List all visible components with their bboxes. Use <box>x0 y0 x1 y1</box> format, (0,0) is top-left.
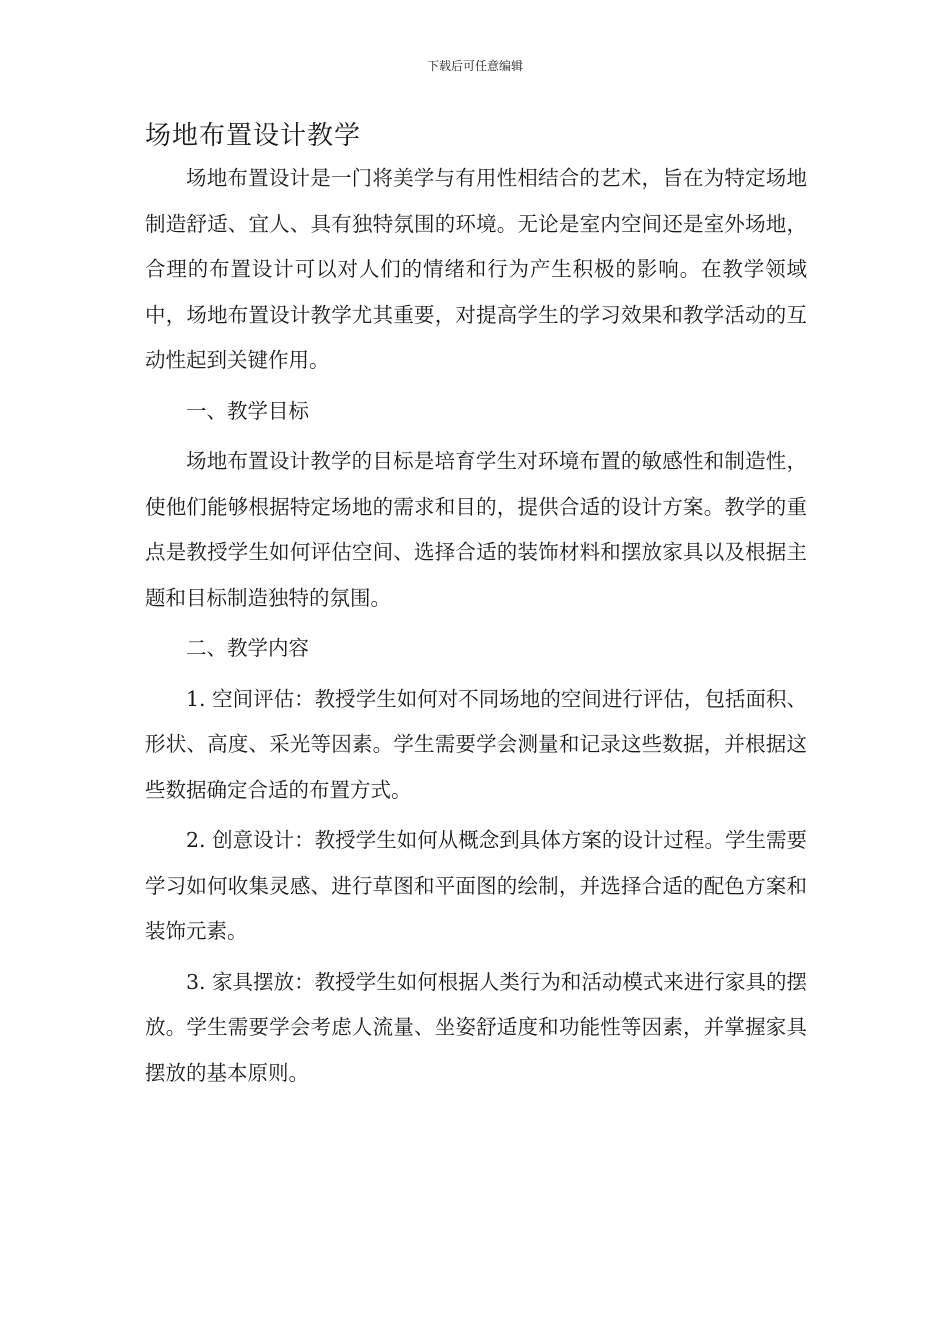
intro-paragraph: 场地布置设计是一门将美学与有用性相结合的艺术，旨在为特定场地制造舒适、宜人、具有独特氛围的环境。无论是室内空间还是室外场地，合理的布置设计可以对人们的情绪和行为产生积极的影响。在教学领域中，场地布置设计教学尤其重要，对提高学生的学习效果和教学活动的互动性起到关键作用。 <box>145 166 807 372</box>
content-item-space-evaluation: 1. 空间评估：教授学生如何对不同场地的空间进行评估，包括面积、形状、高度、采光等因素。学生需要学会测量和记录这些数据，并根据这些数据确定合适的布置方式。 <box>145 686 807 802</box>
header-note: 下载后可任意编辑 <box>426 59 523 73</box>
document-body <box>145 118 807 1096</box>
objectives-paragraph: 场地布置设计教学的目标是培育学生对环境布置的敏感性和制造性，使他们能够根据特定场地的需求和目的，提供合适的设计方案。教学的重点是教授学生如何评估空间、选择合适的装饰材料和摆放家具以及根据主题和目标制造独特的氛围。 <box>145 449 807 610</box>
section-heading-content: 二、教学内容 <box>186 636 309 660</box>
section-heading-objectives: 一、教学目标 <box>186 398 309 423</box>
content-item-furniture-placement: 3. 家具摆放：教授学生如何根据人类行为和活动模式来进行家具的摆放。学生需要学会考虑人流量、坐姿舒适度和功能性等因素，并掌握家具摆放的基本原则。 <box>145 969 807 1085</box>
content-item-creative-design: 2. 创意设计：教授学生如何从概念到具体方案的设计过程。学生需要学习如何收集灵感、进行草图和平面图的绘制，并选择合适的配色方案和装饰元素。 <box>145 828 807 943</box>
document-title: 场地布置设计教学 <box>145 121 362 151</box>
